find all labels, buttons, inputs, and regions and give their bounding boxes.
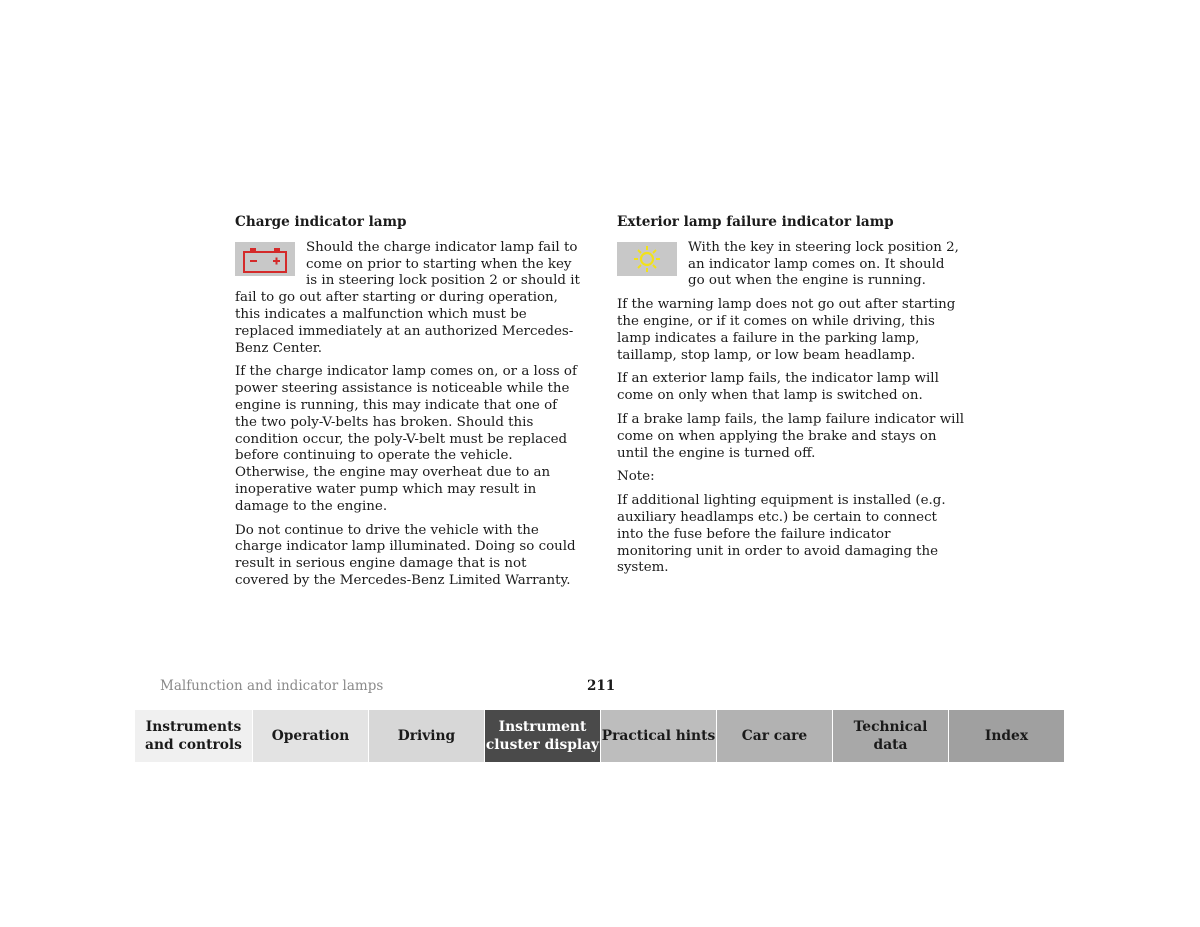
tab-label-line1: Instrument xyxy=(498,719,587,735)
lamp-icon-box xyxy=(617,242,677,276)
section-title: Malfunction and indicator lamps xyxy=(160,678,384,694)
paragraph: If a brake lamp fails, the lamp failure indicator will come on when applying the brake and stays on until the engine is turned off. xyxy=(617,411,965,461)
tab-label: Driving xyxy=(397,728,456,744)
battery-icon xyxy=(240,244,290,274)
tab-label: Practical hints xyxy=(601,728,716,744)
tab-practical-hints[interactable] xyxy=(600,710,716,762)
exterior-lamp-section xyxy=(617,214,965,584)
tab-label: Car care xyxy=(741,728,808,744)
exterior-lamp-heading: Exterior lamp failure indicator lamp xyxy=(617,214,894,230)
paragraph: If the warning lamp does not go out after starting the engine, or if it comes on while driving, this lamp indicates a failure in the parking lamp, taillamp, stop lamp, or low beam headlamp. xyxy=(617,297,956,363)
paragraph: If an exterior lamp fails, the indicator lamp will come on only when that lamp is switched on. xyxy=(617,371,939,404)
charge-indicator-heading: Charge indicator lamp xyxy=(235,214,407,230)
tab-instruments-and-controls[interactable] xyxy=(135,710,252,762)
paragraph: If the charge indicator lamp comes on, or a loss of power steering assistance is noticeable while the engine is running, this may indicate that one of the two poly-V-belts has broken. Should this condition occur, the poly-V-belt must be replaced before continuing to operate the vehicle. Otherwise, the engine may overheat due to an inoperative water pump which may result in damage to the engine. xyxy=(235,364,577,514)
lamp-icon xyxy=(627,244,667,274)
battery-icon-box xyxy=(235,242,295,276)
tab-driving[interactable] xyxy=(368,710,484,762)
tab-technical-data[interactable] xyxy=(832,710,948,762)
paragraph: If additional lighting equipment is installed (e.g. auxiliary headlamps etc.) be certain to connect into the fuse before the failure indicator monitoring unit in order to avoid damaging the system. xyxy=(617,493,946,576)
tab-label-line1: Instruments xyxy=(145,719,242,735)
paragraph: Should the charge indicator lamp fail to come on prior to starting when the key is in steering lock position 2 or should it fail to go out after starting or during operation, this indicates a malfunction which must be replaced immediately at an authorized Mercedes-Benz Center. xyxy=(235,239,580,356)
page-number: 211 xyxy=(587,678,616,694)
tab-label-line1: Technical xyxy=(853,719,928,735)
tab-label-line2: and controls xyxy=(145,737,242,753)
tab-label: Index xyxy=(984,728,1029,744)
paragraph: With the key in steering lock position 2, an indicator lamp comes on. It should go out when the engine is running. xyxy=(688,239,959,289)
tab-label-line2: data xyxy=(873,737,908,753)
tab-operation[interactable] xyxy=(252,710,368,762)
chapter-nav-tabs xyxy=(135,710,1064,762)
tab-index[interactable] xyxy=(948,710,1064,762)
tab-car-care[interactable] xyxy=(716,710,832,762)
tab-instrument-cluster-display[interactable] xyxy=(484,710,600,762)
note-label: Note: xyxy=(617,469,655,485)
paragraph: Do not continue to drive the vehicle with the charge indicator lamp illuminated. Doing so could result in serious engine damage that is not covered by the Mercedes-Benz Limited Warranty. xyxy=(235,522,576,588)
tab-label: Operation xyxy=(271,728,350,744)
tab-label-line2: cluster display xyxy=(485,737,600,753)
charge-indicator-section xyxy=(235,214,583,597)
